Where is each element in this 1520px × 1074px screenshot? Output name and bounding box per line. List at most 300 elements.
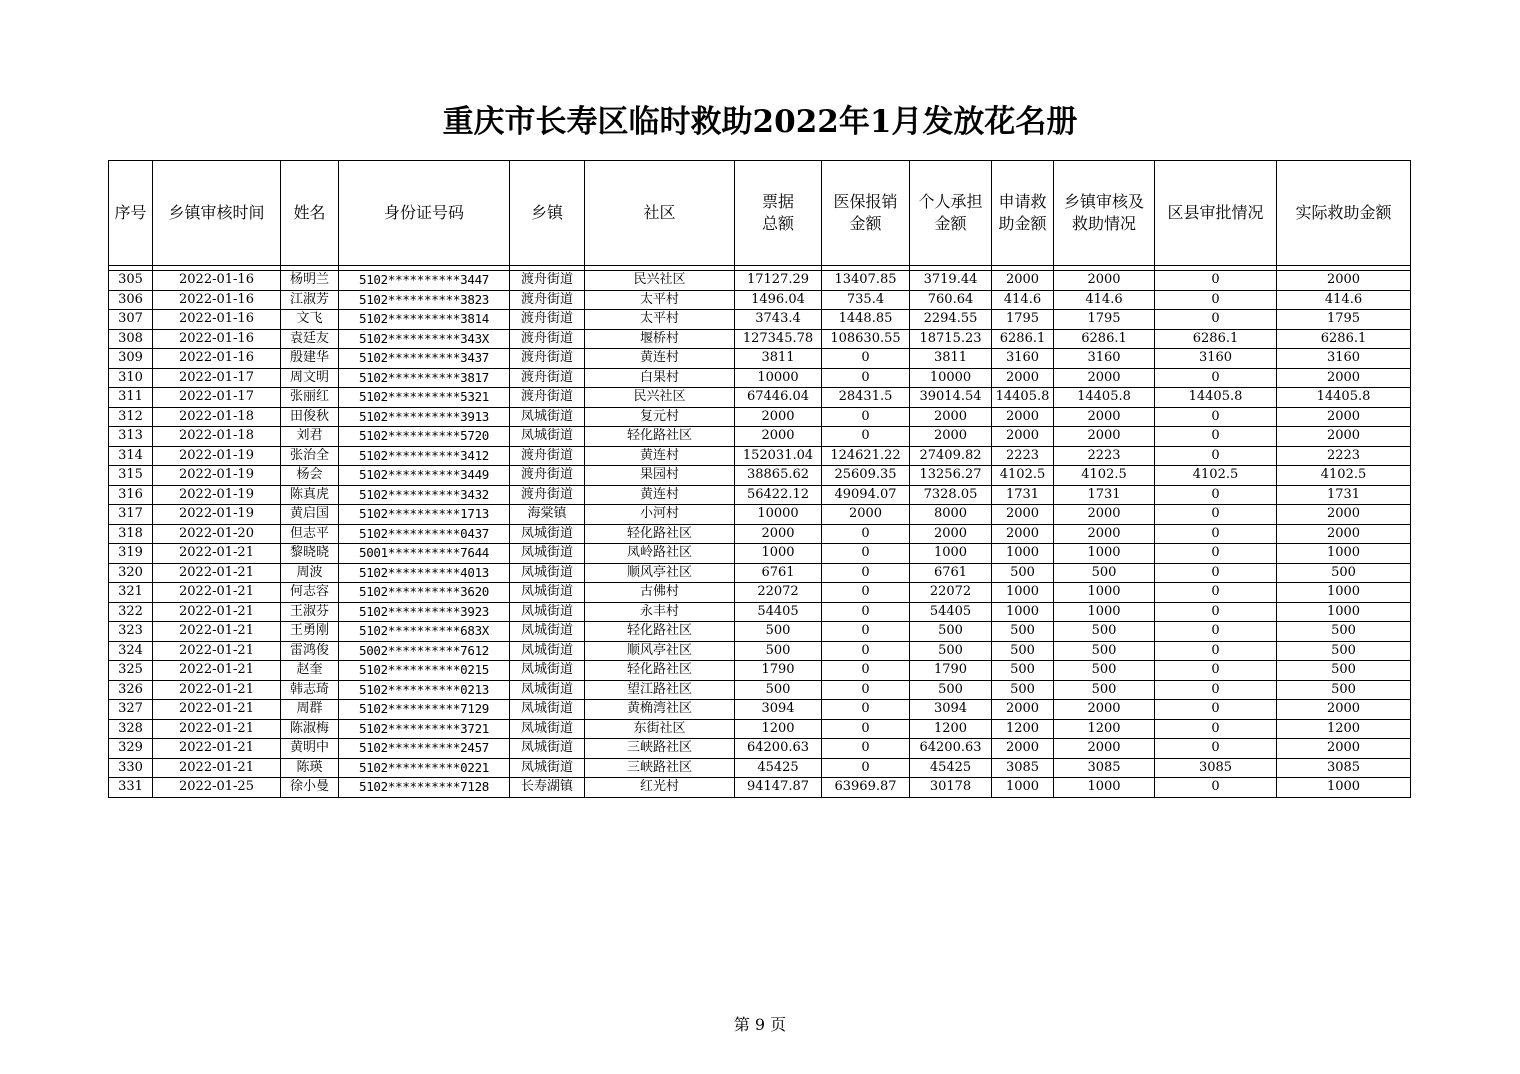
table-row xyxy=(109,368,1411,388)
col-requested-amount-cell: 2223 xyxy=(992,446,1054,466)
col-requested-amount-cell: 1000 xyxy=(992,583,1054,603)
col-bill-total-cell: 1790 xyxy=(735,661,822,681)
col-district-approval-cell: 4102.5 xyxy=(1155,466,1277,486)
table-row xyxy=(109,680,1411,700)
col-township-cell: 凤城街道 xyxy=(510,700,585,720)
col-insurance-reimbursed-cell: 25609.35 xyxy=(822,466,910,486)
col-name-cell: 何志容 xyxy=(281,583,339,603)
col-community-cell: 三峡路社区 xyxy=(585,758,735,778)
col-review-date-cell: 2022-01-18 xyxy=(153,407,281,427)
col-township-cell: 渡舟街道 xyxy=(510,368,585,388)
col-township-review-cell: 3160 xyxy=(1054,349,1155,369)
col-district-approval-cell: 6286.1 xyxy=(1155,329,1277,349)
col-personal-share-cell: 2000 xyxy=(910,407,992,427)
col-district-approval-cell: 3085 xyxy=(1155,758,1277,778)
col-township-review-cell: 414.6 xyxy=(1054,290,1155,310)
col-review-date-cell: 2022-01-19 xyxy=(153,505,281,525)
col-township-review-cell: 4102.5 xyxy=(1054,466,1155,486)
col-actual-amount-cell: 14405.8 xyxy=(1277,388,1411,408)
col-insurance-reimbursed-cell: 13407.85 xyxy=(822,271,910,291)
col-community-cell: 凤岭路社区 xyxy=(585,544,735,564)
col-index-cell: 330 xyxy=(109,758,153,778)
table-row xyxy=(109,739,1411,759)
col-insurance-reimbursed-cell: 28431.5 xyxy=(822,388,910,408)
col-community-cell: 轻化路社区 xyxy=(585,524,735,544)
col-personal-share-cell: 30178 xyxy=(910,778,992,798)
col-review-date-cell: 2022-01-16 xyxy=(153,310,281,330)
col-name-cell: 周群 xyxy=(281,700,339,720)
col-township-review-cell: 1000 xyxy=(1054,602,1155,622)
col-insurance-reimbursed-cell: 0 xyxy=(822,700,910,720)
col-review-date-cell: 2022-01-21 xyxy=(153,641,281,661)
col-personal-share-cell: 3094 xyxy=(910,700,992,720)
col-personal-share-cell: 500 xyxy=(910,622,992,642)
col-insurance-reimbursed-cell: 108630.55 xyxy=(822,329,910,349)
col-name-cell: 杨会 xyxy=(281,466,339,486)
col-personal-share-cell: 13256.27 xyxy=(910,466,992,486)
col-personal-share-cell: 64200.63 xyxy=(910,739,992,759)
col-id-number-cell: 5102**********0213 xyxy=(339,680,510,700)
col-bill-total-cell: 3094 xyxy=(735,700,822,720)
col-name-cell: 文飞 xyxy=(281,310,339,330)
col-township-cell: 凤城街道 xyxy=(510,622,585,642)
col-requested-amount-cell: 2000 xyxy=(992,524,1054,544)
col-actual-amount-cell: 2000 xyxy=(1277,407,1411,427)
col-bill-total-cell: 2000 xyxy=(735,407,822,427)
col-review-date-cell: 2022-01-21 xyxy=(153,661,281,681)
col-community-cell: 古佛村 xyxy=(585,583,735,603)
table-row xyxy=(109,524,1411,544)
col-insurance-reimbursed-cell: 49094.07 xyxy=(822,485,910,505)
col-id-number-cell: 5102**********3913 xyxy=(339,407,510,427)
col-township-cell: 长寿湖镇 xyxy=(510,778,585,798)
col-township-cell: 渡舟街道 xyxy=(510,388,585,408)
col-bill-total-cell: 2000 xyxy=(735,427,822,447)
col-district-approval-cell: 0 xyxy=(1155,310,1277,330)
col-name-cell: 杨明兰 xyxy=(281,271,339,291)
col-township-review-cell: 2000 xyxy=(1054,427,1155,447)
table-row xyxy=(109,290,1411,310)
col-community-cell: 永丰村 xyxy=(585,602,735,622)
col-actual-amount-cell: 3085 xyxy=(1277,758,1411,778)
table-row xyxy=(109,583,1411,603)
col-township-cell: 凤城街道 xyxy=(510,758,585,778)
col-id-number-cell: 5002**********7612 xyxy=(339,641,510,661)
col-review-date-cell: 2022-01-16 xyxy=(153,349,281,369)
col-community-cell: 黄桷湾社区 xyxy=(585,700,735,720)
col-requested-amount-cell: 500 xyxy=(992,622,1054,642)
col-review-date-cell: 2022-01-21 xyxy=(153,758,281,778)
col-review-date-cell: 2022-01-16 xyxy=(153,290,281,310)
col-id-number-cell: 5102**********1713 xyxy=(339,505,510,525)
col-id-number-cell: 5102**********0215 xyxy=(339,661,510,681)
table-row xyxy=(109,407,1411,427)
col-bill-total-cell: 500 xyxy=(735,680,822,700)
col-township-review-cell: 500 xyxy=(1054,661,1155,681)
col-bill-total-cell: 67446.04 xyxy=(735,388,822,408)
col-district-approval-header: 区县审批情况 xyxy=(1155,161,1277,266)
col-community-cell: 太平村 xyxy=(585,290,735,310)
col-name-cell: 江淑芳 xyxy=(281,290,339,310)
col-actual-amount-cell: 6286.1 xyxy=(1277,329,1411,349)
col-index-cell: 312 xyxy=(109,407,153,427)
col-name-cell: 刘君 xyxy=(281,427,339,447)
col-requested-amount-cell: 500 xyxy=(992,563,1054,583)
col-district-approval-cell: 0 xyxy=(1155,700,1277,720)
col-requested-amount-cell: 2000 xyxy=(992,368,1054,388)
col-review-date-cell: 2022-01-19 xyxy=(153,485,281,505)
col-review-date-cell: 2022-01-19 xyxy=(153,446,281,466)
col-id-number-cell: 5102**********5720 xyxy=(339,427,510,447)
table-row xyxy=(109,719,1411,739)
col-community-cell: 黄连村 xyxy=(585,485,735,505)
col-review-date-cell: 2022-01-25 xyxy=(153,778,281,798)
col-community-cell: 红光村 xyxy=(585,778,735,798)
col-township-cell: 渡舟街道 xyxy=(510,485,585,505)
col-district-approval-cell: 0 xyxy=(1155,583,1277,603)
col-township-review-cell: 2000 xyxy=(1054,700,1155,720)
table-row xyxy=(109,271,1411,291)
table-row xyxy=(109,641,1411,661)
col-name-cell: 王勇刚 xyxy=(281,622,339,642)
col-review-date-cell: 2022-01-20 xyxy=(153,524,281,544)
col-name-cell: 黄明中 xyxy=(281,739,339,759)
col-id-number-cell: 5102**********3814 xyxy=(339,310,510,330)
col-bill-total-cell: 127345.78 xyxy=(735,329,822,349)
col-township-cell: 凤城街道 xyxy=(510,661,585,681)
col-district-approval-cell: 0 xyxy=(1155,680,1277,700)
col-township-cell: 渡舟街道 xyxy=(510,446,585,466)
col-review-date-cell: 2022-01-21 xyxy=(153,739,281,759)
col-bill-total-cell: 54405 xyxy=(735,602,822,622)
col-district-approval-cell: 0 xyxy=(1155,485,1277,505)
col-index-cell: 324 xyxy=(109,641,153,661)
col-requested-amount-cell: 4102.5 xyxy=(992,466,1054,486)
col-district-approval-cell: 0 xyxy=(1155,661,1277,681)
col-personal-share-cell: 500 xyxy=(910,641,992,661)
page-title: 重庆市长寿区临时救助2022年1月发放花名册 xyxy=(442,104,1078,140)
col-index-cell: 327 xyxy=(109,700,153,720)
col-actual-amount-cell: 2000 xyxy=(1277,739,1411,759)
col-personal-share-cell: 8000 xyxy=(910,505,992,525)
col-actual-amount-cell: 500 xyxy=(1277,661,1411,681)
col-district-approval-cell: 0 xyxy=(1155,290,1277,310)
col-district-approval-cell: 0 xyxy=(1155,407,1277,427)
table-row xyxy=(109,778,1411,798)
col-community-cell: 小河村 xyxy=(585,505,735,525)
col-index-cell: 329 xyxy=(109,739,153,759)
col-district-approval-cell: 0 xyxy=(1155,524,1277,544)
col-requested-amount-cell: 3085 xyxy=(992,758,1054,778)
col-bill-total-cell: 500 xyxy=(735,622,822,642)
col-community-cell: 轻化路社区 xyxy=(585,622,735,642)
col-actual-amount-cell: 4102.5 xyxy=(1277,466,1411,486)
col-insurance-reimbursed-cell: 735.4 xyxy=(822,290,910,310)
col-id-number-cell: 5102**********3412 xyxy=(339,446,510,466)
col-district-approval-cell: 0 xyxy=(1155,544,1277,564)
col-index-cell: 322 xyxy=(109,602,153,622)
col-actual-amount-cell: 2000 xyxy=(1277,505,1411,525)
col-index-cell: 315 xyxy=(109,466,153,486)
table-row xyxy=(109,466,1411,486)
col-township-review-cell: 2000 xyxy=(1054,505,1155,525)
col-id-number-cell: 5001**********7644 xyxy=(339,544,510,564)
col-personal-share-cell: 39014.54 xyxy=(910,388,992,408)
table-row xyxy=(109,329,1411,349)
col-index-cell: 308 xyxy=(109,329,153,349)
col-id-number-cell: 5102**********3437 xyxy=(339,349,510,369)
col-insurance-reimbursed-cell: 2000 xyxy=(822,505,910,525)
col-index-cell: 316 xyxy=(109,485,153,505)
col-actual-amount-cell: 500 xyxy=(1277,563,1411,583)
col-requested-amount-cell: 2000 xyxy=(992,700,1054,720)
col-id-number-cell: 5102**********3449 xyxy=(339,466,510,486)
col-name-cell: 陈真虎 xyxy=(281,485,339,505)
col-bill-total-cell: 45425 xyxy=(735,758,822,778)
col-community-cell: 望江路社区 xyxy=(585,680,735,700)
col-requested-amount-cell: 500 xyxy=(992,641,1054,661)
col-requested-amount-cell: 2000 xyxy=(992,427,1054,447)
col-personal-share-cell: 54405 xyxy=(910,602,992,622)
col-id-number-cell: 5102**********2457 xyxy=(339,739,510,759)
table-row xyxy=(109,544,1411,564)
col-community-cell: 堰桥村 xyxy=(585,329,735,349)
col-township-cell: 凤城街道 xyxy=(510,524,585,544)
col-personal-share-header: 个人承担 金额 xyxy=(910,161,992,266)
col-bill-total-cell: 500 xyxy=(735,641,822,661)
col-township-header: 乡镇 xyxy=(510,161,585,266)
col-district-approval-cell: 0 xyxy=(1155,641,1277,661)
col-review-date-cell: 2022-01-21 xyxy=(153,583,281,603)
col-requested-amount-cell: 1000 xyxy=(992,602,1054,622)
col-township-review-cell: 1795 xyxy=(1054,310,1155,330)
table-row xyxy=(109,661,1411,681)
col-township-cell: 渡舟街道 xyxy=(510,290,585,310)
col-id-number-cell: 5102**********3432 xyxy=(339,485,510,505)
table-row xyxy=(109,505,1411,525)
col-personal-share-cell: 18715.23 xyxy=(910,329,992,349)
col-id-number-cell: 5102**********3620 xyxy=(339,583,510,603)
col-requested-amount-cell: 500 xyxy=(992,661,1054,681)
col-township-review-cell: 6286.1 xyxy=(1054,329,1155,349)
col-district-approval-cell: 14405.8 xyxy=(1155,388,1277,408)
col-community-cell: 三峡路社区 xyxy=(585,739,735,759)
col-id-number-cell: 5102**********3721 xyxy=(339,719,510,739)
col-insurance-reimbursed-cell: 0 xyxy=(822,427,910,447)
col-township-review-cell: 1000 xyxy=(1054,583,1155,603)
col-actual-amount-cell: 1000 xyxy=(1277,778,1411,798)
col-township-review-cell: 1200 xyxy=(1054,719,1155,739)
col-id-number-header: 身份证号码 xyxy=(339,161,510,266)
col-community-cell: 轻化路社区 xyxy=(585,427,735,447)
col-insurance-reimbursed-cell: 0 xyxy=(822,680,910,700)
col-personal-share-cell: 2000 xyxy=(910,427,992,447)
col-personal-share-cell: 10000 xyxy=(910,368,992,388)
col-township-review-cell: 2000 xyxy=(1054,739,1155,759)
col-personal-share-cell: 6761 xyxy=(910,563,992,583)
col-name-cell: 周文明 xyxy=(281,368,339,388)
col-personal-share-cell: 7328.05 xyxy=(910,485,992,505)
col-index-cell: 311 xyxy=(109,388,153,408)
col-index-cell: 305 xyxy=(109,271,153,291)
col-insurance-reimbursed-cell: 0 xyxy=(822,524,910,544)
col-requested-amount-cell: 1795 xyxy=(992,310,1054,330)
col-name-cell: 张丽红 xyxy=(281,388,339,408)
col-township-cell: 渡舟街道 xyxy=(510,349,585,369)
col-actual-amount-cell: 1200 xyxy=(1277,719,1411,739)
col-name-cell: 田俊秋 xyxy=(281,407,339,427)
col-actual-amount-cell: 500 xyxy=(1277,622,1411,642)
col-township-review-cell: 2000 xyxy=(1054,407,1155,427)
col-id-number-cell: 5102**********3817 xyxy=(339,368,510,388)
col-insurance-reimbursed-cell: 0 xyxy=(822,407,910,427)
col-insurance-reimbursed-cell: 0 xyxy=(822,719,910,739)
relief-roster-table xyxy=(108,160,1411,798)
col-insurance-reimbursed-cell: 0 xyxy=(822,583,910,603)
col-personal-share-cell: 1790 xyxy=(910,661,992,681)
col-review-date-cell: 2022-01-17 xyxy=(153,368,281,388)
table-row xyxy=(109,349,1411,369)
col-personal-share-cell: 45425 xyxy=(910,758,992,778)
col-index-cell: 326 xyxy=(109,680,153,700)
col-insurance-reimbursed-cell: 0 xyxy=(822,758,910,778)
col-name-cell: 黎晓晓 xyxy=(281,544,339,564)
col-requested-amount-cell: 414.6 xyxy=(992,290,1054,310)
col-bill-total-cell: 1000 xyxy=(735,544,822,564)
col-id-number-cell: 5102**********0437 xyxy=(339,524,510,544)
col-personal-share-cell: 2000 xyxy=(910,524,992,544)
col-township-cell: 凤城街道 xyxy=(510,602,585,622)
col-district-approval-cell: 0 xyxy=(1155,446,1277,466)
col-personal-share-cell: 760.64 xyxy=(910,290,992,310)
col-name-cell: 陈淑梅 xyxy=(281,719,339,739)
col-community-cell: 黄连村 xyxy=(585,446,735,466)
table-row xyxy=(109,758,1411,778)
table-row xyxy=(109,563,1411,583)
col-township-cell: 凤城街道 xyxy=(510,680,585,700)
col-community-cell: 复元村 xyxy=(585,407,735,427)
col-community-cell: 黄连村 xyxy=(585,349,735,369)
col-bill-total-cell: 1200 xyxy=(735,719,822,739)
col-district-approval-cell: 0 xyxy=(1155,427,1277,447)
col-id-number-cell: 5102**********3923 xyxy=(339,602,510,622)
col-actual-amount-header: 实际救助金额 xyxy=(1277,161,1411,266)
col-id-number-cell: 5102**********0221 xyxy=(339,758,510,778)
col-id-number-cell: 5102**********343X xyxy=(339,329,510,349)
col-actual-amount-cell: 1000 xyxy=(1277,583,1411,603)
col-district-approval-cell: 0 xyxy=(1155,602,1277,622)
col-insurance-reimbursed-cell: 0 xyxy=(822,349,910,369)
col-district-approval-cell: 0 xyxy=(1155,622,1277,642)
col-insurance-reimbursed-cell: 63969.87 xyxy=(822,778,910,798)
col-community-cell: 果园村 xyxy=(585,466,735,486)
col-id-number-cell: 5102**********7129 xyxy=(339,700,510,720)
col-township-review-cell: 1731 xyxy=(1054,485,1155,505)
col-bill-total-cell: 3811 xyxy=(735,349,822,369)
table-row xyxy=(109,446,1411,466)
col-township-cell: 渡舟街道 xyxy=(510,271,585,291)
col-actual-amount-cell: 2000 xyxy=(1277,427,1411,447)
col-township-cell: 渡舟街道 xyxy=(510,466,585,486)
col-actual-amount-cell: 2000 xyxy=(1277,271,1411,291)
col-bill-total-cell: 64200.63 xyxy=(735,739,822,759)
col-township-review-cell: 2000 xyxy=(1054,368,1155,388)
col-name-cell: 黄启国 xyxy=(281,505,339,525)
col-review-date-header: 乡镇审核时间 xyxy=(153,161,281,266)
col-insurance-reimbursed-cell: 0 xyxy=(822,563,910,583)
col-district-approval-cell: 0 xyxy=(1155,368,1277,388)
col-index-cell: 313 xyxy=(109,427,153,447)
col-actual-amount-cell: 2000 xyxy=(1277,700,1411,720)
col-review-date-cell: 2022-01-21 xyxy=(153,544,281,564)
col-name-cell: 袁廷友 xyxy=(281,329,339,349)
col-requested-amount-cell: 6286.1 xyxy=(992,329,1054,349)
col-bill-total-cell: 38865.62 xyxy=(735,466,822,486)
col-requested-amount-cell: 1000 xyxy=(992,544,1054,564)
col-requested-amount-cell: 3160 xyxy=(992,349,1054,369)
col-township-review-cell: 2223 xyxy=(1054,446,1155,466)
col-review-date-cell: 2022-01-16 xyxy=(153,271,281,291)
col-id-number-cell: 5102**********3447 xyxy=(339,271,510,291)
table-row xyxy=(109,388,1411,408)
col-actual-amount-cell: 1731 xyxy=(1277,485,1411,505)
col-insurance-reimbursed-cell: 0 xyxy=(822,622,910,642)
col-name-cell: 雷鸿俊 xyxy=(281,641,339,661)
col-name-cell: 周波 xyxy=(281,563,339,583)
col-township-cell: 凤城街道 xyxy=(510,641,585,661)
col-insurance-reimbursed-cell: 1448.85 xyxy=(822,310,910,330)
col-township-review-cell: 2000 xyxy=(1054,524,1155,544)
col-id-number-cell: 5102**********683X xyxy=(339,622,510,642)
col-bill-total-header: 票据 总额 xyxy=(735,161,822,266)
col-actual-amount-cell: 2223 xyxy=(1277,446,1411,466)
col-name-cell: 陈瑛 xyxy=(281,758,339,778)
col-community-cell: 顺风亭社区 xyxy=(585,563,735,583)
col-township-review-cell: 3085 xyxy=(1054,758,1155,778)
col-bill-total-cell: 1496.04 xyxy=(735,290,822,310)
col-insurance-reimbursed-cell: 0 xyxy=(822,641,910,661)
col-district-approval-cell: 3160 xyxy=(1155,349,1277,369)
col-actual-amount-cell: 2000 xyxy=(1277,524,1411,544)
col-requested-amount-header: 申请救 助金额 xyxy=(992,161,1054,266)
col-index-cell: 331 xyxy=(109,778,153,798)
col-requested-amount-cell: 2000 xyxy=(992,505,1054,525)
col-actual-amount-cell: 500 xyxy=(1277,680,1411,700)
col-community-cell: 白果村 xyxy=(585,368,735,388)
col-actual-amount-cell: 2000 xyxy=(1277,368,1411,388)
col-name-header: 姓名 xyxy=(281,161,339,266)
col-index-cell: 323 xyxy=(109,622,153,642)
col-community-cell: 顺风亭社区 xyxy=(585,641,735,661)
col-requested-amount-cell: 2000 xyxy=(992,271,1054,291)
col-name-cell: 赵奎 xyxy=(281,661,339,681)
col-review-date-cell: 2022-01-21 xyxy=(153,700,281,720)
col-requested-amount-cell: 1200 xyxy=(992,719,1054,739)
col-name-cell: 王淑芬 xyxy=(281,602,339,622)
col-index-cell: 318 xyxy=(109,524,153,544)
col-township-review-cell: 1000 xyxy=(1054,544,1155,564)
col-township-review-cell: 500 xyxy=(1054,563,1155,583)
col-community-cell: 东街社区 xyxy=(585,719,735,739)
col-personal-share-cell: 22072 xyxy=(910,583,992,603)
col-name-cell: 张治全 xyxy=(281,446,339,466)
col-requested-amount-cell: 1731 xyxy=(992,485,1054,505)
col-requested-amount-cell: 14405.8 xyxy=(992,388,1054,408)
col-personal-share-cell: 500 xyxy=(910,680,992,700)
col-index-cell: 307 xyxy=(109,310,153,330)
col-id-number-cell: 5102**********3823 xyxy=(339,290,510,310)
col-index-cell: 319 xyxy=(109,544,153,564)
